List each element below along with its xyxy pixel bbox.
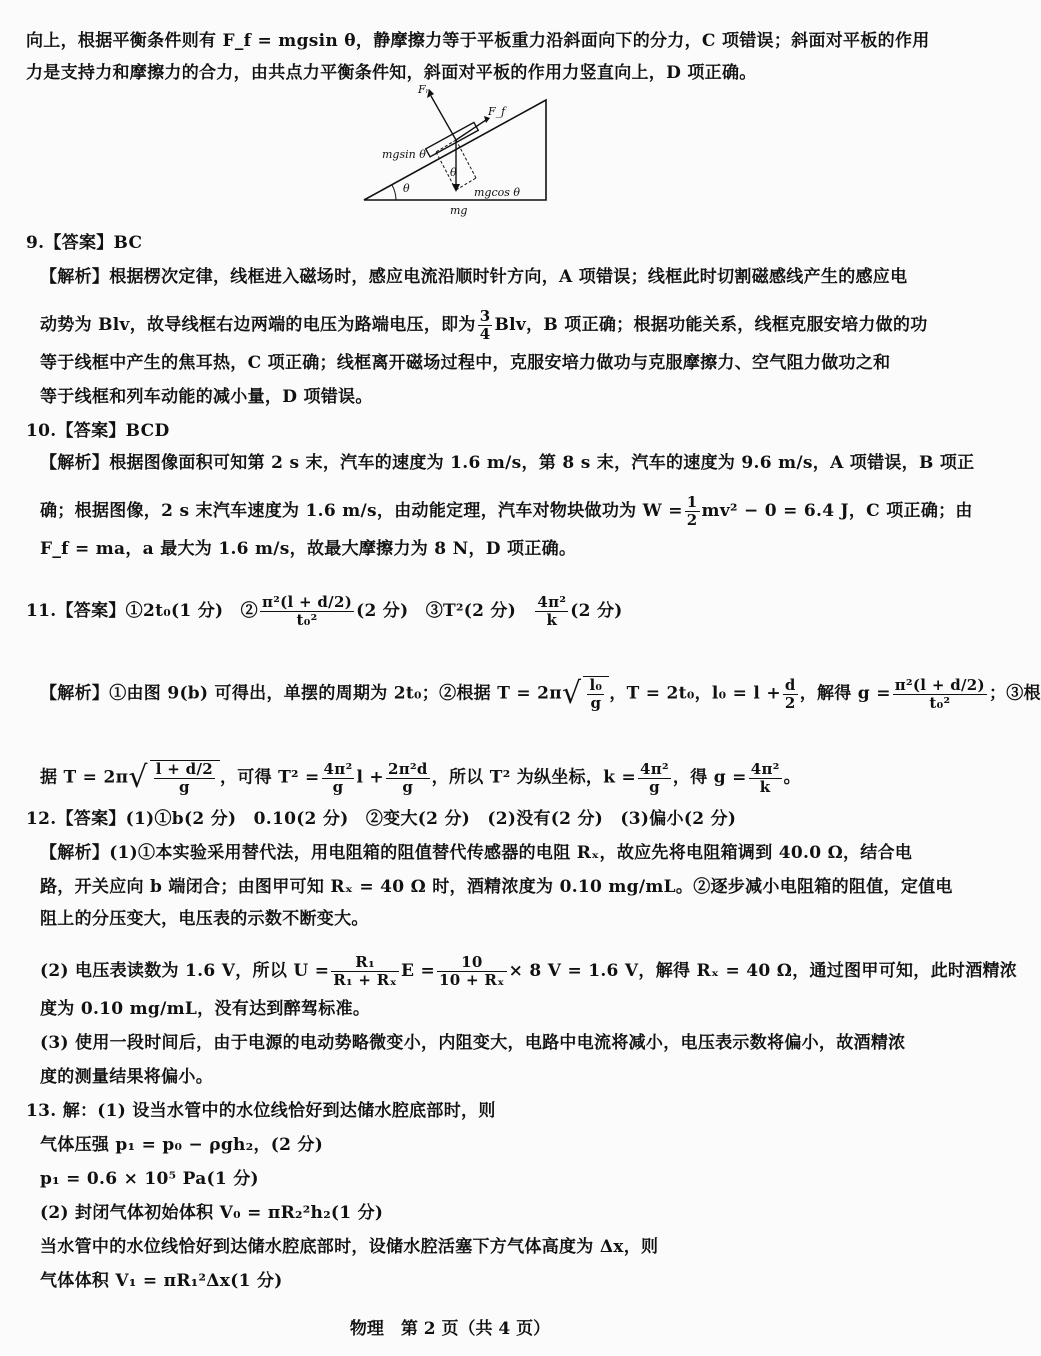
text-line: 13. 解：(1) 设当水管中的水位线恰好到达储水腔底部时，则 (26, 1101, 496, 1121)
incline-force-diagram (356, 83, 556, 218)
label-fn: Fₙ (418, 83, 431, 96)
text-line: p₁ = 0.6 × 10⁵ Pa(1 分) (40, 1169, 259, 1189)
page-footer: 物理 第 2 页（共 4 页） (349, 1319, 551, 1339)
text-line: 确；根据图像，2 s 末汽车速度为 1.6 m/s，由动能定理，汽车对物块做功为 W = $\frac{1}{2}$ mv² − 0 = 6.4 J，C 项正确；由 (40, 493, 973, 529)
answer-q9: 9.【答案】BC (26, 233, 143, 253)
answer-q10: 10.【答案】BCD (26, 421, 170, 441)
text-line: F_f = ma，a 最大为 1.6 m/s，故最大摩擦力为 8 N，D 项正确。 (40, 539, 577, 559)
text-line: 向上，根据平衡条件则有 F_f = mgsin θ，静摩擦力等于平板重力沿斜面向下的分力，C 项错误；斜面对平板的作用 (26, 31, 930, 51)
label-mgcos: mgcos θ (474, 186, 521, 199)
text-line: 等于线框和列车动能的减小量，D 项错误。 (40, 387, 373, 407)
text-line: (3) 使用一段时间后，由于电源的电动势略微变小，内阻变大，电路中电流将减小，电压表示数将偏小，故酒精浓 (40, 1033, 906, 1053)
text-line: 气体体积 V₁ = πR₁²Δx(1 分) (40, 1271, 283, 1291)
text-line: 据 T = 2π√ $\frac{l + d/2}{g}$ ，可得 T² = $\frac{\text{4π²}}{g}$ l + $\frac{\text{2π²d}}{g}$ ，所以 T² 为纵坐标，k = $\frac{\text{4π²}}{g}$ ，得 g = $\frac{\text{4π²}}{k}$ 。 (40, 759, 801, 796)
text-line: 当水管中的水位线恰好到达储水腔底部时，设储水腔活塞下方气体高度为 Δx，则 (40, 1237, 659, 1257)
text-line: (2) 封闭气体初始体积 V₀ = πR₂²h₂(1 分) (40, 1203, 384, 1223)
text-line: (2) 电压表读数为 1.6 V，所以 U = $\frac{\text{R₁}}{\text{R₁ + Rₓ}}$ E = $\frac{10}{\text{10 + Rₓ}}$ × 8 V = 1.6 V，解得 Rₓ = 40 Ω，通过图甲可知，此时酒精浓 (40, 953, 1018, 989)
normal-force-arrow (431, 96, 456, 140)
text-line: 【解析】①由图 9(b) 可得出，单摆的周期为 2t₀；②根据 T = 2π√ $\frac{\text{l₀}}{g}$ ，T = 2t₀，l₀ = l + $\frac{d}{2}$ ，解得 g = $\frac{\text{π²(l + d/2)}}{\text{t₀²}}$ ；③根 (40, 675, 1041, 712)
text-line: 【解析】根据图像面积可知第 2 s 末，汽车的速度为 1.6 m/s，第 8 s 末，汽车的速度为 9.6 m/s，A 项错误，B 项正 (40, 453, 975, 473)
text-line: 力是支持力和摩擦力的合力，由共点力平衡条件知，斜面对平板的作用力竖直向上，D 项正确。 (26, 63, 757, 83)
label-theta: θ (450, 166, 457, 179)
label-mgsin: mgsin θ (382, 148, 426, 161)
text-line: 阻上的分压变大，电压表的示数不断变大。 (40, 909, 369, 929)
text-line: 等于线框中产生的焦耳热，C 项正确；线框离开磁场过程中，克服安培力做功与克服摩擦力、空气阻力做功之和 (40, 353, 891, 373)
answer-q12: 12.【答案】(1)①b(2 分) 0.10(2 分) ②变大(2 分) (2)没有(2 分) (3)偏小(2 分) (26, 809, 737, 829)
text-line: 度为 0.10 mg/mL，没有达到醉驾标准。 (40, 999, 371, 1019)
text-line: 气体压强 p₁ = p₀ − ρgh₂，(2 分) (40, 1135, 324, 1155)
text-line: 路，开关应向 b 端闭合；由图甲可知 Rₓ = 40 Ω 时，酒精浓度为 0.10 mg/mL。②逐步减小电阻箱的阻值，定值电 (40, 877, 953, 897)
answer-q11: 11.【答案】①2t₀(1 分) ② $\frac{\text{π²(l + d/2)}}{\text{t₀²}}$ (2 分) ③T²(2 分) $\frac{\text{4π²}}{k}$ (2 分) (26, 593, 623, 629)
label-mg: mg (450, 204, 468, 217)
text-line: 【解析】根据楞次定律，线框进入磁场时，感应电流沿顺时针方向，A 项错误；线框此时切割磁感线产生的感应电 (40, 267, 908, 287)
label-theta: θ (403, 182, 410, 195)
text-line: 度的测量结果将偏小。 (40, 1067, 213, 1087)
text-line: 动势为 Blv，故导线框右边两端的电压为路端电压，即为 $\frac{3}{4}$ Blv，B 项正确；根据功能关系，线框克服安培力做的功 (40, 307, 928, 343)
label-ff: F_f (488, 105, 506, 118)
text-line: 【解析】(1)①本实验采用替代法，用电阻箱的阻值替代传感器的电阻 Rₓ，故应先将电阻箱调到 40.0 Ω，结合电 (40, 843, 913, 863)
